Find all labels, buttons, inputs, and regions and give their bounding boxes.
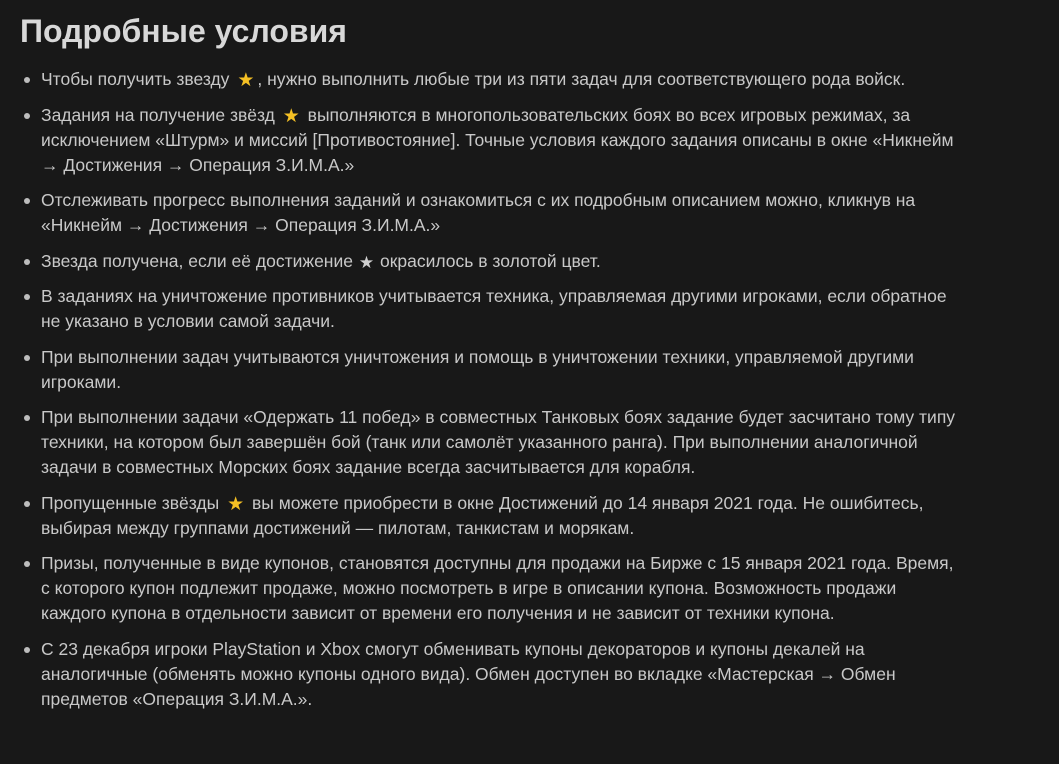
- list-item: [20, 551, 966, 626]
- list-item-text: окрасилось в золотой цвет.: [379, 250, 601, 271]
- list-item-text: Звезда получена, если её достижение: [41, 250, 353, 271]
- conditions-list: [20, 67, 1039, 712]
- bullet-icon: [24, 647, 30, 653]
- list-item: [20, 67, 966, 92]
- bullet-icon: [24, 198, 30, 204]
- list-item-text: Чтобы получить звезду: [41, 69, 230, 89]
- list-item: [20, 637, 966, 712]
- list-item: [20, 188, 966, 238]
- list-item-text: выполняются в многопользовательских боях во всех игровых режимах, за исключением «Штурм» и миссий [Противостояние]. Точные условия каждого задания описаны в окне «Никнейм → Достижения → Операция З.И.М.А.»: [41, 104, 954, 175]
- list-item: [20, 284, 966, 334]
- list-item-text: вы можете приобрести в окне Достижений до 14 января 2021 года. Не ошибитесь, выбирая между группами достижений — пилотам, танкистам и морякам.: [41, 492, 924, 538]
- gold-star-icon: ★: [227, 493, 245, 515]
- bullet-icon: [24, 259, 30, 265]
- list-item-text: Пропущенные звёзды: [41, 492, 220, 513]
- gold-star-icon: ★: [282, 105, 300, 127]
- bullet-icon: [24, 415, 30, 421]
- list-item-text: Призы, полученные в виде купонов, становятся доступны для продажи на Бирже с 15 января 2021 года. Время, с которого купон подлежит продаже, можно посмотреть в игре в описании купона. Возможность продажи каждого купона в отдельности зависит от времени его получения и не зависит от техники купона.: [41, 553, 954, 623]
- gold-star-icon: ★: [237, 70, 255, 91]
- list-item-text: При выполнении задач учитываются уничтожения и помощь в уничтожении техники, управляемой другими игроками.: [41, 346, 914, 392]
- list-item-text: С 23 декабря игроки PlayStation и Xbox смогут обменивать купоны декораторов и купоны декалей на аналогичные (обменять можно купоны одного вида). Обмен доступен во вкладке «Мастерская → Обмен предметов «Операция З.И.М.А.».: [41, 638, 896, 709]
- list-item: [20, 491, 966, 541]
- bullet-icon: [24, 355, 30, 361]
- bullet-icon: [24, 77, 30, 83]
- list-item: [20, 249, 966, 274]
- list-item: [20, 103, 966, 178]
- bullet-icon: [24, 561, 30, 567]
- page-title: Подробные условия: [20, 13, 347, 49]
- bullet-icon: [24, 113, 30, 119]
- list-item-text: В заданиях на уничтожение противников учитывается техника, управляемая другими игроками, если обратное не указано в условии самой задачи.: [41, 286, 947, 331]
- list-item: [20, 405, 966, 480]
- bullet-icon: [24, 294, 30, 300]
- list-item-text: , нужно выполнить любые три из пяти задач для соответствующего рода войск.: [257, 69, 906, 89]
- list-item-text: При выполнении задачи «Одержать 11 побед» в совместных Танковых боях задание будет засчитано тому типу техники, на котором был завершён бой (танк или самолёт указанного ранга). При выполнении аналогичной задачи в совместных Морских боях задание всегда засчитывается для корабля.: [41, 407, 956, 477]
- list-item-text: Задания на получение звёзд: [41, 104, 275, 125]
- bullet-icon: [24, 501, 30, 507]
- list-item: [20, 345, 966, 395]
- list-item-text: Отслеживать прогресс выполнения заданий и ознакомиться с их подробным описанием можно, кликнув на «Никнейм → Достижения → Операция З.И.М.А.»: [41, 190, 916, 235]
- plain-star-icon: ★: [358, 252, 375, 272]
